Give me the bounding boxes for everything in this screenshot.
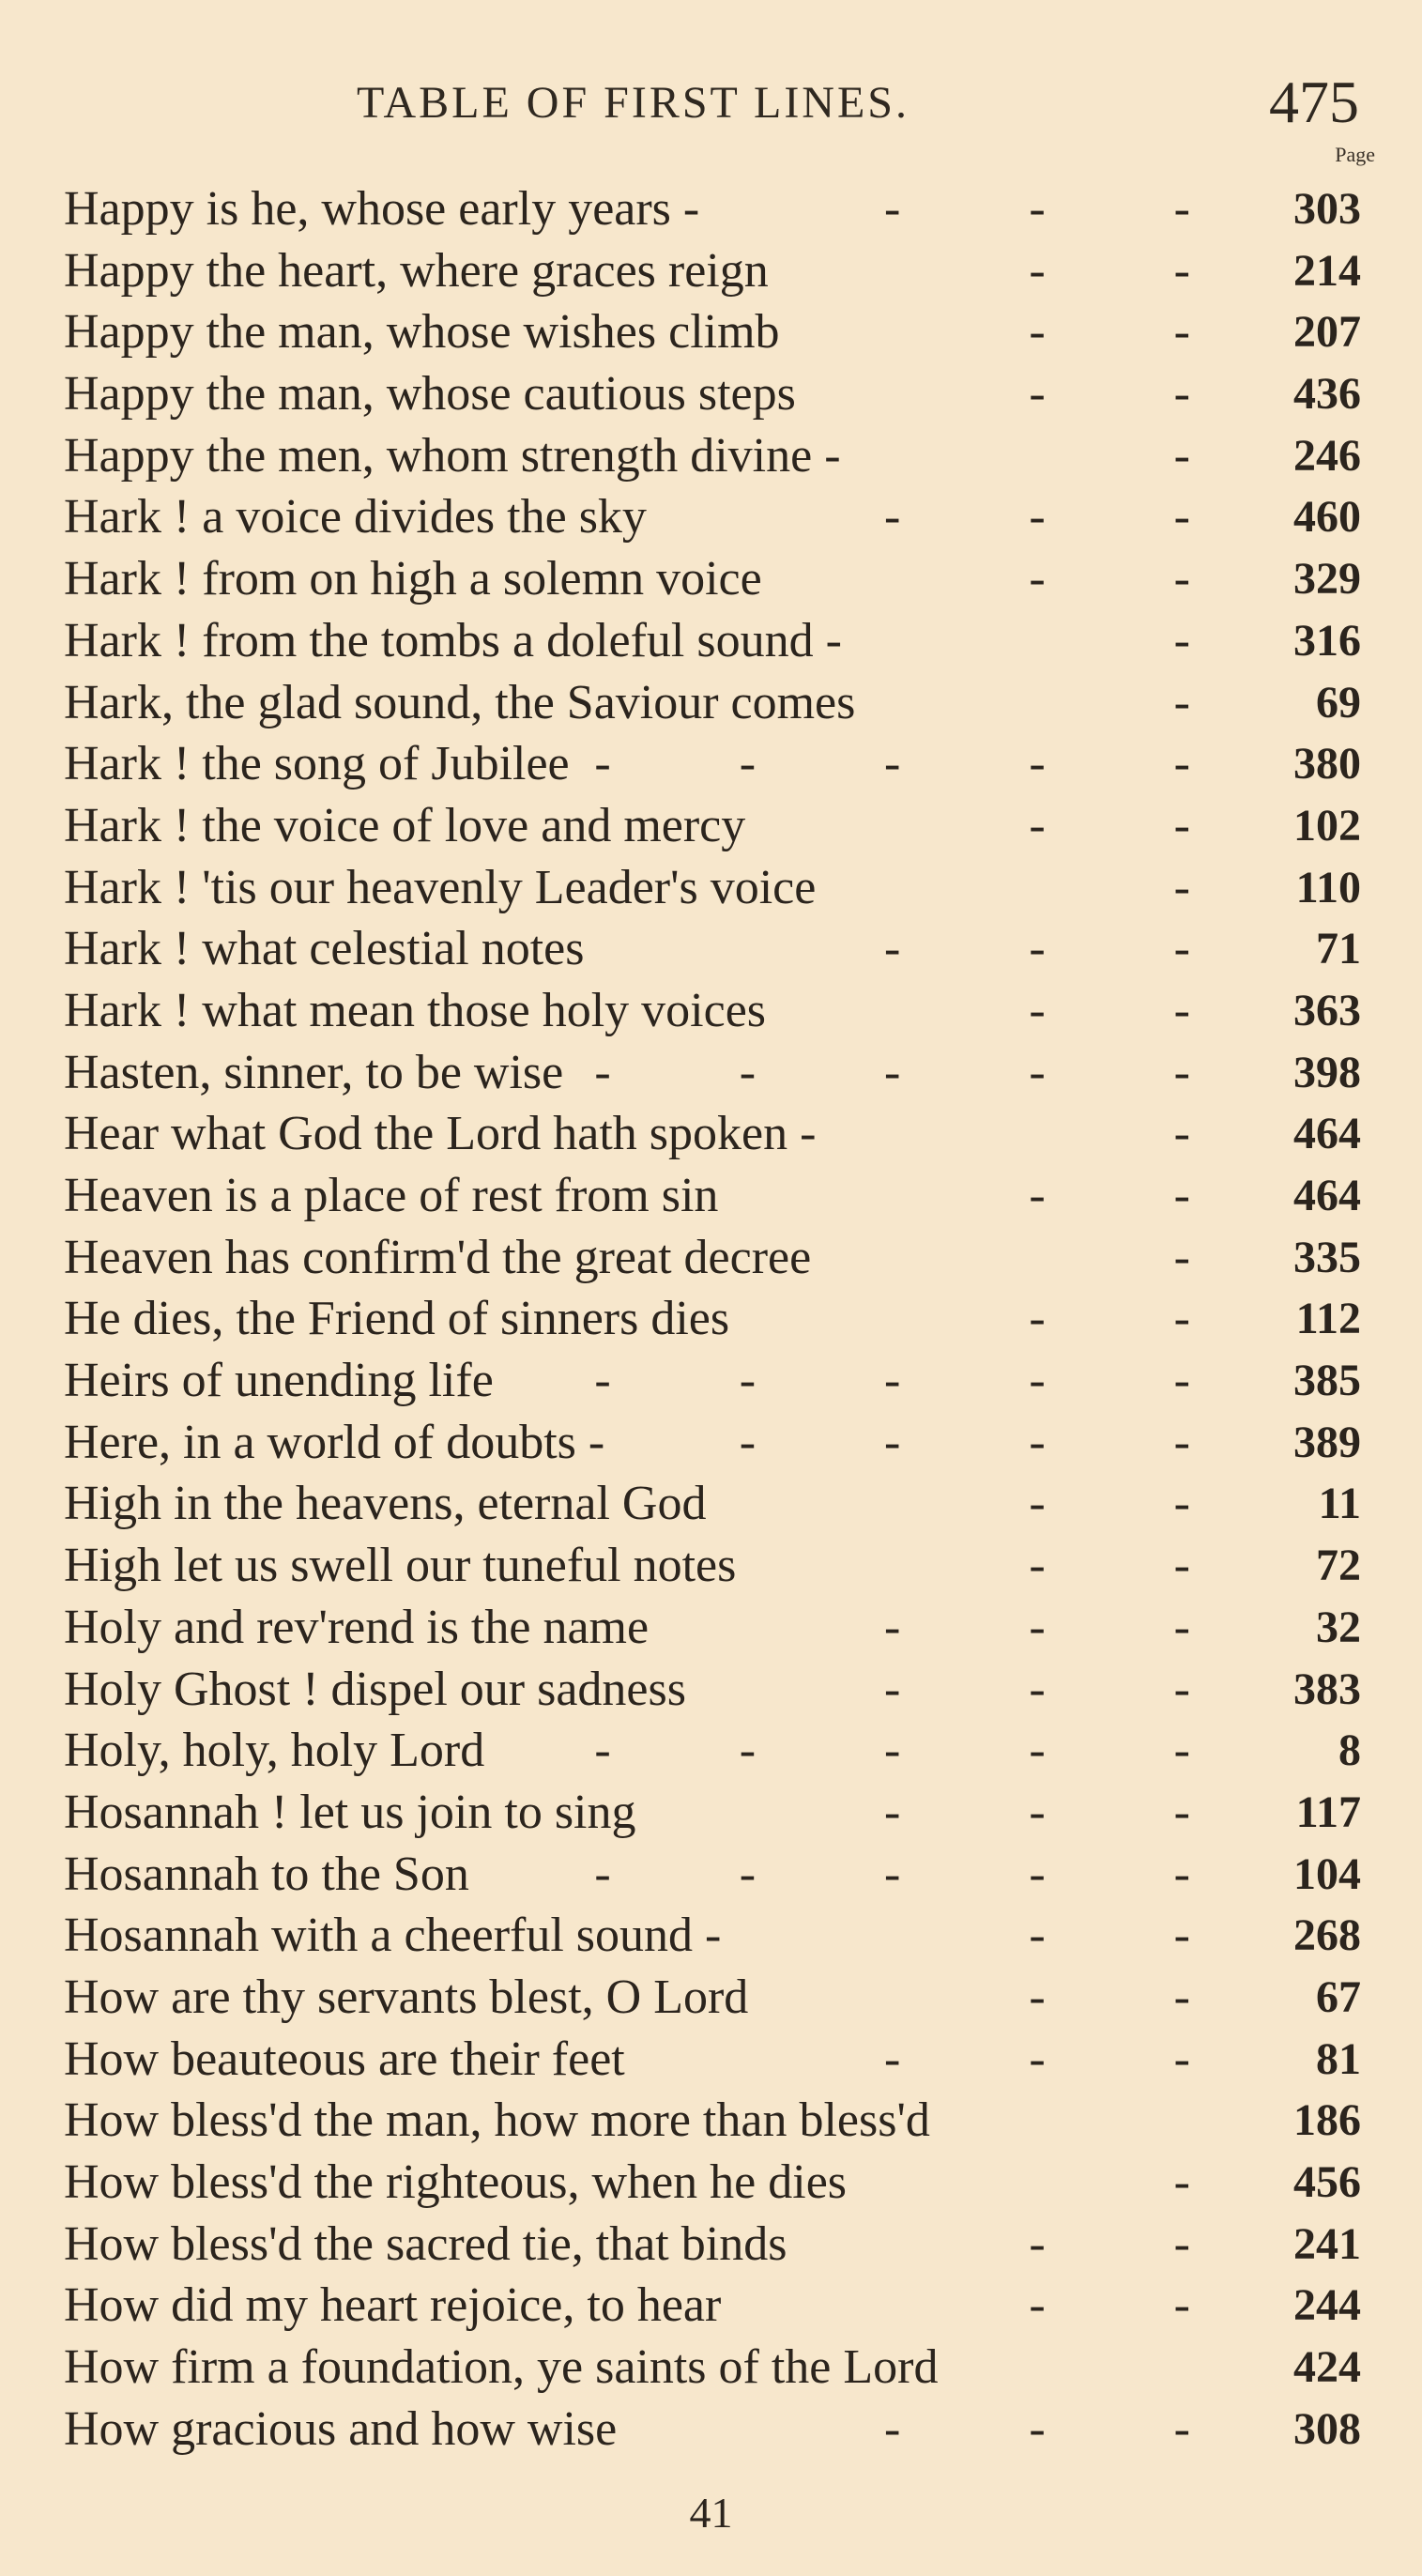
leader-dashes: - - - - -	[594, 1354, 1248, 1408]
leader-dashes: - -	[1029, 243, 1248, 298]
leader-dashes: - -	[1029, 2216, 1248, 2271]
list-item	[64, 2152, 1361, 2214]
list-item	[64, 918, 1361, 980]
list-item	[64, 1165, 1361, 1227]
first-line-text: Hark ! a voice divides the sky	[64, 490, 647, 544]
list-item	[64, 1844, 1361, 1906]
page-number: 475	[1269, 69, 1359, 135]
leader-dashes: - - -	[884, 1662, 1248, 1716]
leader-dashes: - - - - -	[594, 1847, 1248, 1901]
leader-dashes: - -	[1029, 1909, 1248, 1963]
page-reference: 316	[1293, 615, 1361, 666]
first-line-text: Holy, holy, holy Lord	[64, 1724, 485, 1778]
list-item	[64, 672, 1361, 734]
list-item	[64, 301, 1361, 363]
page-reference: 110	[1295, 862, 1361, 912]
list-item	[64, 1350, 1361, 1412]
first-line-text: He dies, the Friend of sinners dies	[64, 1292, 730, 1346]
page-reference: 186	[1293, 2095, 1361, 2146]
leader-dashes: - -	[1029, 1970, 1248, 2024]
first-line-text: Holy and rev'rend is the name	[64, 1600, 650, 1654]
leader-dashes: -	[1173, 428, 1248, 483]
list-item	[64, 1042, 1361, 1104]
leader-dashes: -	[1173, 860, 1248, 914]
leader-dashes: - - -	[884, 1785, 1248, 1839]
leader-dashes: - - - -	[739, 1415, 1248, 1469]
first-line-text: Happy the heart, where graces reign	[64, 243, 769, 298]
leader-dashes: -	[1173, 2155, 1248, 2209]
page-reference: 436	[1293, 369, 1361, 420]
first-line-text: Hark ! the song of Jubilee	[64, 737, 570, 791]
page-column-label: Page	[1335, 143, 1375, 166]
leader-dashes: - - - - -	[594, 1724, 1248, 1778]
leader-dashes: - - -	[884, 490, 1248, 544]
list-item	[64, 1535, 1361, 1597]
page-reference: 335	[1293, 1232, 1361, 1282]
first-line-text: Hark ! what celestial notes	[64, 922, 585, 976]
list-item	[64, 240, 1361, 302]
page-reference: 424	[1293, 2342, 1361, 2393]
page-reference: 71	[1316, 924, 1361, 974]
first-line-text: How firm a foundation, ye saints of the Lord	[64, 2340, 939, 2395]
page-reference: 81	[1316, 2033, 1361, 2084]
leader-dashes: - -	[1029, 552, 1248, 606]
first-line-text: Hark ! what mean those holy voices	[64, 983, 767, 1037]
page-reference: 303	[1293, 184, 1361, 234]
list-item	[64, 857, 1361, 919]
leader-dashes: -	[1173, 613, 1248, 667]
list-item	[64, 548, 1361, 610]
first-lines-list	[64, 178, 1361, 2460]
list-item	[64, 2399, 1361, 2461]
leader-dashes: - -	[1029, 2278, 1248, 2333]
first-line-text: Hark ! from on high a solemn voice	[64, 552, 762, 606]
list-item	[64, 1659, 1361, 1721]
first-line-text: How bless'd the sacred tie, that binds	[64, 2216, 787, 2271]
page-reference: 246	[1293, 430, 1361, 481]
list-item	[64, 178, 1361, 240]
page-reference: 8	[1338, 1725, 1361, 1776]
page-reference: 464	[1293, 1109, 1361, 1159]
first-line-text: Hear what God the Lord hath spoken -	[64, 1107, 817, 1161]
leader-dashes: - -	[1029, 983, 1248, 1037]
page-reference: 69	[1316, 677, 1361, 728]
page-header	[357, 68, 1366, 143]
leader-dashes: - - -	[884, 2401, 1248, 2456]
leader-dashes: - - -	[884, 922, 1248, 976]
list-item	[64, 1597, 1361, 1659]
page-reference: 456	[1293, 2157, 1361, 2207]
page-reference: 241	[1293, 2218, 1361, 2269]
first-line-text: How bless'd the righteous, when he dies	[64, 2155, 848, 2209]
page-reference: 268	[1293, 1910, 1361, 1961]
page-reference: 207	[1293, 307, 1361, 358]
list-item	[64, 980, 1361, 1042]
leader-dashes: - -	[1029, 305, 1248, 360]
first-line-text: Hasten, sinner, to be wise	[64, 1045, 564, 1099]
list-item	[64, 486, 1361, 548]
first-line-text: Hosannah with a cheerful sound -	[64, 1909, 722, 1963]
leader-dashes: - -	[1029, 1292, 1248, 1346]
first-line-text: Happy the man, whose cautious steps	[64, 367, 796, 422]
page-reference: 363	[1293, 985, 1361, 1035]
leader-dashes: - - -	[884, 2032, 1248, 2086]
first-line-text: High in the heavens, eternal God	[64, 1477, 707, 1531]
list-item	[64, 363, 1361, 425]
list-item	[64, 2337, 1361, 2399]
list-item	[64, 733, 1361, 795]
list-item	[64, 795, 1361, 857]
signature-mark: 41	[689, 2489, 733, 2537]
leader-dashes: - -	[1029, 1539, 1248, 1593]
page-reference: 117	[1295, 1786, 1361, 1837]
first-line-text: Hark, the glad sound, the Saviour comes	[64, 675, 856, 729]
list-item	[64, 1412, 1361, 1474]
list-item	[64, 1288, 1361, 1350]
list-item	[64, 425, 1361, 487]
page-reference: 32	[1316, 1602, 1361, 1652]
list-item	[64, 1905, 1361, 1967]
running-title: TABLE OF FIRST LINES.	[357, 78, 910, 128]
first-line-text: Heirs of unending life	[64, 1354, 494, 1408]
leader-dashes: - - - - -	[594, 1045, 1248, 1099]
list-item	[64, 2214, 1361, 2276]
page-reference: 385	[1293, 1356, 1361, 1406]
first-line-text: How bless'd the man, how more than bless'd	[64, 2093, 930, 2148]
list-item	[64, 1782, 1361, 1844]
first-line-text: Hosannah ! let us join to sing	[64, 1785, 636, 1839]
first-line-text: Hark ! from the tombs a doleful sound -	[64, 613, 842, 667]
leader-dashes: - - - - -	[594, 737, 1248, 791]
leader-dashes: -	[1173, 675, 1248, 729]
list-item	[64, 610, 1361, 672]
first-line-text: Hark ! the voice of love and mercy	[64, 798, 746, 852]
page-reference: 104	[1293, 1848, 1361, 1899]
page-reference: 398	[1293, 1047, 1361, 1097]
list-item	[64, 1473, 1361, 1535]
first-line-text: How did my heart rejoice, to hear	[64, 2278, 722, 2333]
list-item	[64, 1967, 1361, 2029]
first-line-text: Happy the man, whose wishes climb	[64, 305, 780, 360]
first-line-text: How beauteous are their feet	[64, 2032, 625, 2086]
leader-dashes: - -	[1029, 798, 1248, 852]
list-item	[64, 1227, 1361, 1289]
first-line-text: Heaven has confirm'd the great decree	[64, 1230, 812, 1284]
first-line-text: Hosannah to the Son	[64, 1847, 469, 1901]
first-line-text: How are thy servants blest, O Lord	[64, 1970, 749, 2024]
page-reference: 214	[1293, 245, 1361, 296]
page-reference: 102	[1293, 800, 1361, 851]
leader-dashes: - -	[1029, 1169, 1248, 1222]
first-line-text: How gracious and how wise	[64, 2401, 618, 2456]
list-item	[64, 1720, 1361, 1782]
page-reference: 67	[1316, 1971, 1361, 2022]
page-reference: 308	[1293, 2403, 1361, 2454]
first-line-text: Here, in a world of doubts -	[64, 1415, 605, 1469]
page-reference: 383	[1293, 1664, 1361, 1714]
first-line-text: Hark ! 'tis our heavenly Leader's voice	[64, 860, 817, 914]
leader-dashes: - - -	[884, 1600, 1248, 1654]
first-line-text: Happy the men, whom strength divine -	[64, 428, 841, 483]
first-line-text: Happy is he, whose early years -	[64, 182, 700, 236]
list-item	[64, 2090, 1361, 2152]
leader-dashes: -	[1173, 1107, 1248, 1161]
page-reference: 112	[1295, 1294, 1361, 1344]
page-reference: 72	[1316, 1541, 1361, 1591]
page-reference: 380	[1293, 739, 1361, 790]
first-line-text: Holy Ghost ! dispel our sadness	[64, 1662, 686, 1716]
list-item	[64, 2029, 1361, 2091]
page-reference: 244	[1293, 2280, 1361, 2331]
page-reference: 464	[1293, 1171, 1361, 1220]
list-item	[64, 2275, 1361, 2337]
leader-dashes: - - -	[884, 182, 1248, 236]
page-reference: 389	[1293, 1417, 1361, 1467]
leader-dashes: - -	[1029, 367, 1248, 422]
leader-dashes: - -	[1029, 1477, 1248, 1531]
page-reference: 11	[1318, 1479, 1361, 1529]
leader-dashes: -	[1173, 1230, 1248, 1284]
list-item	[64, 1103, 1361, 1165]
page-reference: 329	[1293, 554, 1361, 605]
first-line-text: Heaven is a place of rest from sin	[64, 1169, 719, 1222]
page-reference: 460	[1293, 492, 1361, 543]
first-line-text: High let us swell our tuneful notes	[64, 1539, 737, 1593]
